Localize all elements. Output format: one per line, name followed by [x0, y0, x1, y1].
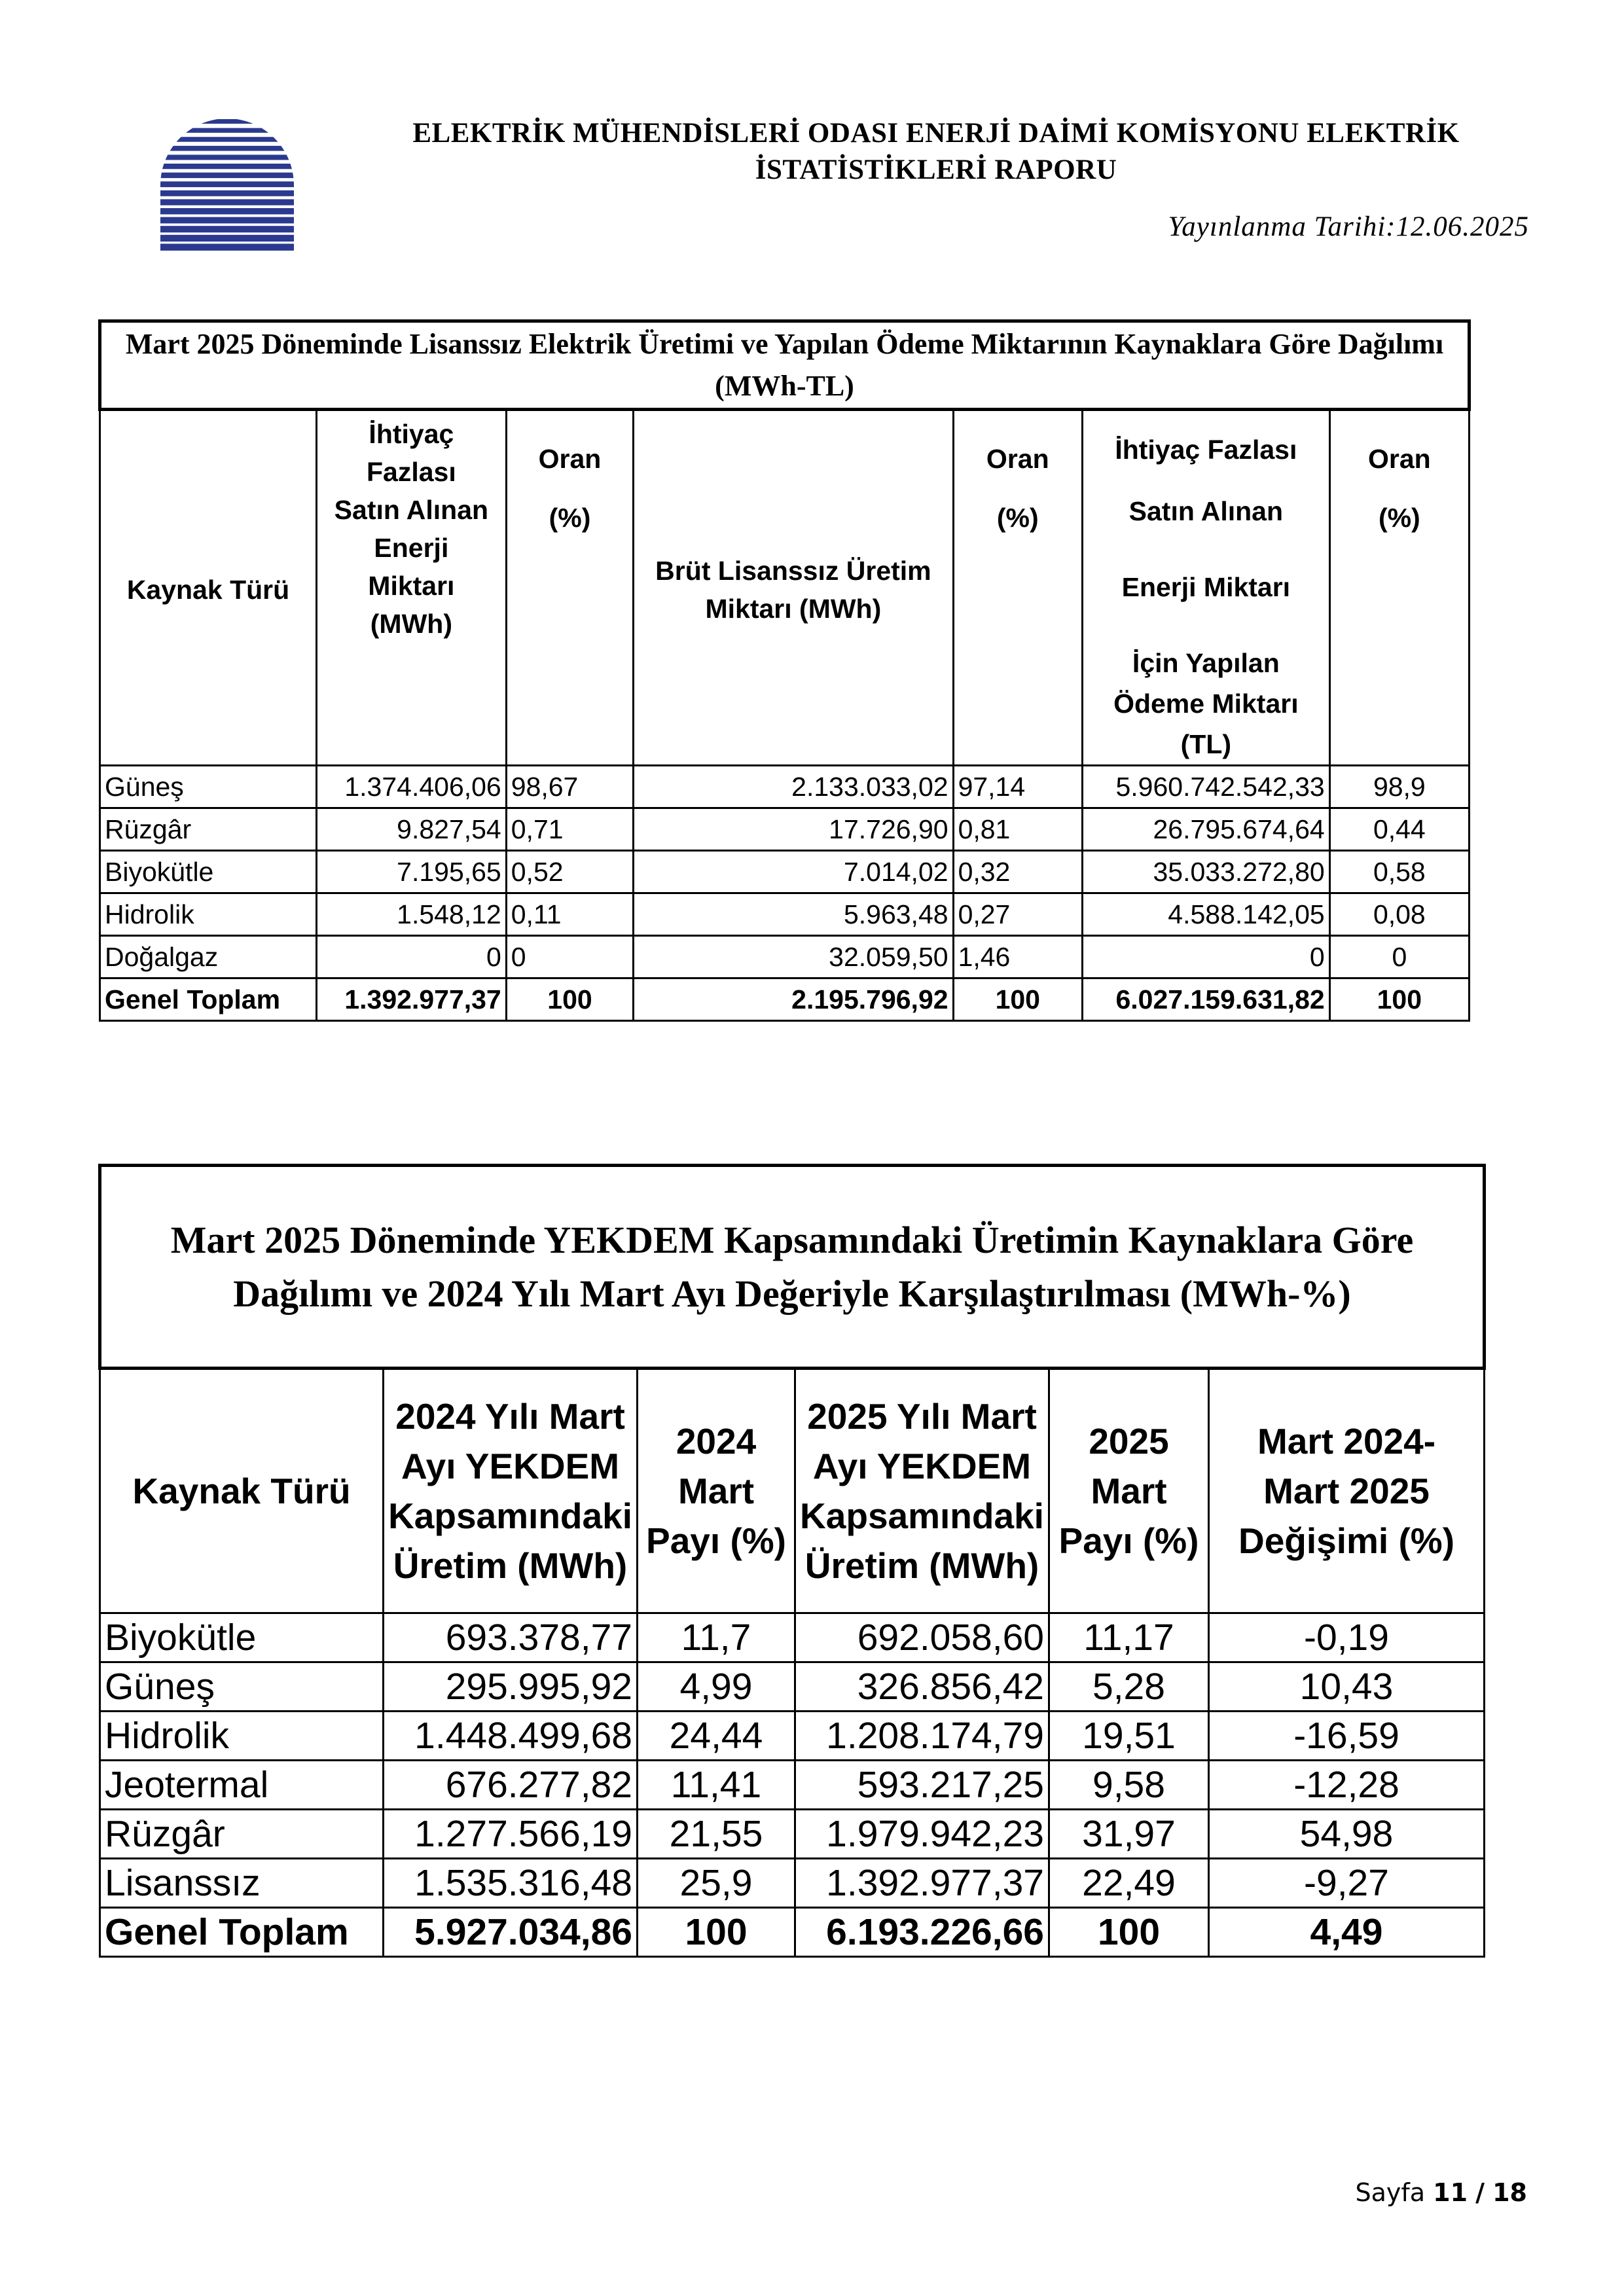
table1-cell-oran3: 98,9 [1329, 766, 1469, 808]
table2-header-kaynak: Kaynak Türü [100, 1369, 384, 1613]
table2-cell-name: Güneş [100, 1662, 384, 1712]
table2-header-row [100, 1369, 1485, 1613]
table1-cell-oran1: 0,52 [506, 851, 633, 893]
logo-stripe [147, 128, 314, 133]
table1-cell-ihtiyac: 1.374.406,06 [317, 766, 507, 808]
logo-stripe [147, 137, 314, 142]
table1-total-oran3: 100 [1329, 978, 1469, 1021]
table1-cell-oran2: 0,32 [953, 851, 1082, 893]
table1-row [100, 893, 1470, 936]
table1-cell-oran1: 0,71 [506, 808, 633, 851]
table1-row [100, 766, 1470, 808]
table2-caption [100, 1166, 1485, 1369]
yekdem-production-table [98, 1164, 1486, 1958]
table1-cell-ihtiyac: 0 [317, 936, 507, 978]
table2-total-name: Genel Toplam [100, 1908, 384, 1957]
table2-cell-u2024: 1.448.499,68 [384, 1712, 638, 1761]
table1-cell-ihtiyac: 9.827,54 [317, 808, 507, 851]
table2-row [100, 1613, 1485, 1662]
table1-total-row [100, 978, 1470, 1021]
table1-header-row [100, 410, 1470, 766]
table2-caption-line2: Dağılımı ve 2024 Yılı Mart Ayı Değeriyle Karşılaştırılması (MWh-%) [233, 1272, 1351, 1315]
table2-header-uretim2024-l4: Üretim (MWh) [393, 1545, 628, 1586]
table2-header-uretim2024-l1: 2024 Yılı Mart [395, 1396, 625, 1437]
table1-cell-oran3: 0,58 [1329, 851, 1469, 893]
table1-row [100, 808, 1470, 851]
table2-cell-p2025: 5,28 [1049, 1662, 1209, 1712]
unlicensed-production-table [98, 319, 1471, 1022]
publication-date: Yayınlanma Tarihi:12.06.2025 [1168, 211, 1529, 242]
table2-header-uretim2025-l1: 2025 Yılı Mart [807, 1396, 1037, 1437]
logo-stripe [147, 181, 314, 187]
table2-cell-p2025: 19,51 [1049, 1712, 1209, 1761]
table2-cell-p2025: 31,97 [1049, 1810, 1209, 1859]
table1-cell-odeme: 35.033.272,80 [1083, 851, 1330, 893]
table1-header-ihtiyac-l5: Miktarı [368, 571, 455, 601]
table1-cell-name: Doğalgaz [100, 936, 317, 978]
table2-total-u2025: 6.193.226,66 [795, 1908, 1049, 1957]
table1-cell-brut: 7.014,02 [634, 851, 953, 893]
table2-total-degisim: 4,49 [1209, 1908, 1485, 1957]
table1-row [100, 936, 1470, 978]
table1-header-ihtiyac-l3: Satın Alınan [334, 495, 489, 525]
table1-header-brut-l2: Miktarı (MWh) [705, 594, 882, 624]
table1-cell-oran3: 0 [1329, 936, 1469, 978]
table1-header-oran1-l2: (%) [549, 503, 591, 533]
page-separator: / [1475, 2178, 1485, 2207]
table2-header-uretim2024 [384, 1369, 638, 1613]
table1-cell-ihtiyac: 1.548,12 [317, 893, 507, 936]
table1-header-oran3 [1329, 410, 1469, 766]
table2-header-pay2024 [637, 1369, 795, 1613]
table1-header-odeme [1083, 410, 1330, 766]
table1-header-odeme-l6: (TL) [1180, 729, 1232, 759]
table1-cell-oran2: 0,27 [953, 893, 1082, 936]
table2-cell-degisim: -9,27 [1209, 1859, 1485, 1908]
table1-header-oran2-l1: Oran [986, 444, 1049, 474]
table1-cell-oran2: 97,14 [953, 766, 1082, 808]
table2-header-pay2024-l3: Payı (%) [646, 1520, 786, 1561]
table2-header-uretim2025-l4: Üretim (MWh) [804, 1545, 1039, 1586]
table1-header-odeme-l3: Enerji Miktarı [1121, 572, 1291, 602]
table1-total-oran1: 100 [506, 978, 633, 1021]
table2-cell-name: Lisanssız [100, 1859, 384, 1908]
table1-cell-name: Biyokütle [100, 851, 317, 893]
table2-cell-p2025: 22,49 [1049, 1859, 1209, 1908]
table1-cell-oran1: 98,67 [506, 766, 633, 808]
table2-cell-name: Biyokütle [100, 1613, 384, 1662]
table2-cell-degisim: 54,98 [1209, 1810, 1485, 1859]
table1-cell-brut: 32.059,50 [634, 936, 953, 978]
table1-cell-name: Rüzgâr [100, 808, 317, 851]
table1-total-oran2: 100 [953, 978, 1082, 1021]
table2-cell-name: Rüzgâr [100, 1810, 384, 1859]
report-title-line2: İSTATİSTİKLERİ RAPORU [755, 154, 1117, 185]
emo-logo [147, 117, 314, 254]
logo-stripe [147, 190, 314, 196]
table1-total-name: Genel Toplam [100, 978, 317, 1021]
table1-total-brut: 2.195.796,92 [634, 978, 953, 1021]
table2-cell-u2025: 326.856,42 [795, 1662, 1049, 1712]
table1-cell-odeme: 4.588.142,05 [1083, 893, 1330, 936]
table2-cell-u2024: 676.277,82 [384, 1761, 638, 1810]
report-title-line1: ELEKTRİK MÜHENDİSLERİ ODASI ENERJİ DAİMİ KOMİSYONU ELEKTRİK [412, 118, 1460, 149]
table1-cell-brut: 5.963,48 [634, 893, 953, 936]
table1-header-oran1-l1: Oran [538, 444, 602, 474]
logo-stripe [147, 119, 314, 124]
table1-cell-brut: 2.133.033,02 [634, 766, 953, 808]
page-number [1355, 2178, 1527, 2207]
table2-total-row [100, 1908, 1485, 1957]
table2-cell-u2025: 1.208.174,79 [795, 1712, 1049, 1761]
table1-cell-oran3: 0,44 [1329, 808, 1469, 851]
table2-total-p2024: 100 [637, 1908, 795, 1957]
logo-stripe [147, 243, 314, 251]
logo-stripes [147, 119, 314, 251]
table2-header-degisim [1209, 1369, 1485, 1613]
table2-header-pay2025-l2: Mart [1091, 1471, 1167, 1511]
table2-cell-u2025: 593.217,25 [795, 1761, 1049, 1810]
table1-cell-ihtiyac: 7.195,65 [317, 851, 507, 893]
table2-cell-p2024: 21,55 [637, 1810, 795, 1859]
table2-cell-name: Hidrolik [100, 1712, 384, 1761]
table1-cell-oran3: 0,08 [1329, 893, 1469, 936]
table1-row [100, 851, 1470, 893]
table1-header-oran2-l2: (%) [996, 503, 1039, 533]
table2-cell-u2025: 692.058,60 [795, 1613, 1049, 1662]
table1-header-brut [634, 410, 953, 766]
table1-cell-name: Güneş [100, 766, 317, 808]
logo-stripe [147, 226, 314, 232]
table2-header-uretim2025-l3: Kapsamındaki [800, 1496, 1044, 1536]
table2-cell-p2025: 9,58 [1049, 1761, 1209, 1810]
table1-header-ihtiyac-l4: Enerji [374, 533, 449, 563]
table2-cell-p2024: 4,99 [637, 1662, 795, 1712]
table2-header-uretim2024-l2: Ayı YEKDEM [401, 1446, 620, 1486]
table1-cell-oran1: 0 [506, 936, 633, 978]
table2-header-degisim-l3: Değişimi (%) [1238, 1520, 1455, 1561]
table1-header-ihtiyac [317, 410, 507, 766]
table2-header-degisim-l2: Mart 2025 [1263, 1471, 1430, 1511]
table2-header-pay2024-l2: Mart [677, 1471, 755, 1511]
table2-cell-degisim: -0,19 [1209, 1613, 1485, 1662]
logo-stripe [147, 146, 314, 151]
table2-cell-u2024: 1.535.316,48 [384, 1859, 638, 1908]
table2-row [100, 1810, 1485, 1859]
table2-cell-degisim: 10,43 [1209, 1662, 1485, 1712]
table1-cell-odeme: 26.795.674,64 [1083, 808, 1330, 851]
table2-total-p2025: 100 [1049, 1908, 1209, 1957]
table1-header-ihtiyac-l1: İhtiyaç [369, 419, 454, 449]
table1-cell-oran2: 1,46 [953, 936, 1082, 978]
table2-row [100, 1712, 1485, 1761]
table1-header-odeme-l5: Ödeme Miktarı [1113, 689, 1299, 719]
table2-cell-p2024: 24,44 [637, 1712, 795, 1761]
table2-cell-u2024: 295.995,92 [384, 1662, 638, 1712]
table2-header-uretim2025 [795, 1369, 1049, 1613]
table2-header-pay2025 [1049, 1369, 1209, 1613]
table2-row [100, 1662, 1485, 1712]
page-label: Sayfa [1355, 2178, 1426, 2207]
table2-cell-p2024: 25,9 [637, 1859, 795, 1908]
table1-header-brut-l1: Brüt Lisanssız Üretim [655, 556, 931, 586]
table2-cell-degisim: -16,59 [1209, 1712, 1485, 1761]
table1-cell-oran1: 0,11 [506, 893, 633, 936]
table2-cell-u2025: 1.392.977,37 [795, 1859, 1049, 1908]
logo-stripe [147, 154, 314, 160]
table2-cell-u2024: 1.277.566,19 [384, 1810, 638, 1859]
table1-header-ihtiyac-l6: (MWh) [370, 609, 452, 639]
logo-stripe [147, 208, 314, 215]
table2-header-pay2025-l3: Payı (%) [1058, 1520, 1199, 1561]
table1-cell-brut: 17.726,90 [634, 808, 953, 851]
table1-header-kaynak: Kaynak Türü [100, 410, 317, 766]
table2-header-pay2024-l1: 2024 [676, 1421, 757, 1462]
table2-header-pay2025-l1: 2025 [1089, 1421, 1169, 1462]
table2-row [100, 1761, 1485, 1810]
logo-stripe [147, 164, 314, 169]
page-total: 18 [1492, 2178, 1527, 2207]
table1-cell-oran2: 0,81 [953, 808, 1082, 851]
logo-stripe [147, 235, 314, 242]
table2-caption-line1: Mart 2025 Döneminde YEKDEM Kapsamındaki Üretimin Kaynaklara Göre [170, 1218, 1414, 1261]
table1-header-odeme-l2: Satın Alınan [1128, 496, 1284, 526]
table2-header-uretim2024-l3: Kapsamındaki [388, 1496, 632, 1536]
table1-cell-odeme: 5.960.742.542,33 [1083, 766, 1330, 808]
report-title [340, 115, 1532, 188]
table2-cell-p2024: 11,41 [637, 1761, 795, 1810]
logo-stripe [147, 217, 314, 224]
page-current: 11 [1433, 2178, 1468, 2207]
table1-total-odeme: 6.027.159.631,82 [1083, 978, 1330, 1021]
logo-stripe [147, 199, 314, 205]
table1-total-ihtiyac: 1.392.977,37 [317, 978, 507, 1021]
table2-header-degisim-l1: Mart 2024- [1257, 1421, 1436, 1462]
table1-cell-odeme: 0 [1083, 936, 1330, 978]
table1-header-oran3-l2: (%) [1378, 503, 1420, 533]
table1-cell-name: Hidrolik [100, 893, 317, 936]
table2-cell-u2024: 693.378,77 [384, 1613, 638, 1662]
table1-header-odeme-l1: İhtiyaç Fazlası [1115, 435, 1297, 465]
table1-header-oran1 [506, 410, 633, 766]
table2-header-uretim2025-l2: Ayı YEKDEM [812, 1446, 1032, 1486]
table1-header-odeme-l4: İçin Yapılan [1132, 648, 1280, 678]
table2-cell-name: Jeotermal [100, 1761, 384, 1810]
table1-header-ihtiyac-l2: Fazlası [367, 457, 456, 487]
table2-cell-p2025: 11,17 [1049, 1613, 1209, 1662]
table2-total-u2024: 5.927.034,86 [384, 1908, 638, 1957]
table2-cell-p2024: 11,7 [637, 1613, 795, 1662]
table2-cell-u2025: 1.979.942,23 [795, 1810, 1049, 1859]
table2-cell-degisim: -12,28 [1209, 1761, 1485, 1810]
table1-caption: Mart 2025 Döneminde Lisanssız Elektrik Üretimi ve Yapılan Ödeme Miktarının Kaynaklara Göre Dağılımı (MWh-TL) [100, 321, 1470, 410]
logo-stripe [147, 173, 314, 179]
table1-header-oran3-l1: Oran [1367, 444, 1431, 474]
table2-row [100, 1859, 1485, 1908]
table1-header-oran2 [953, 410, 1082, 766]
